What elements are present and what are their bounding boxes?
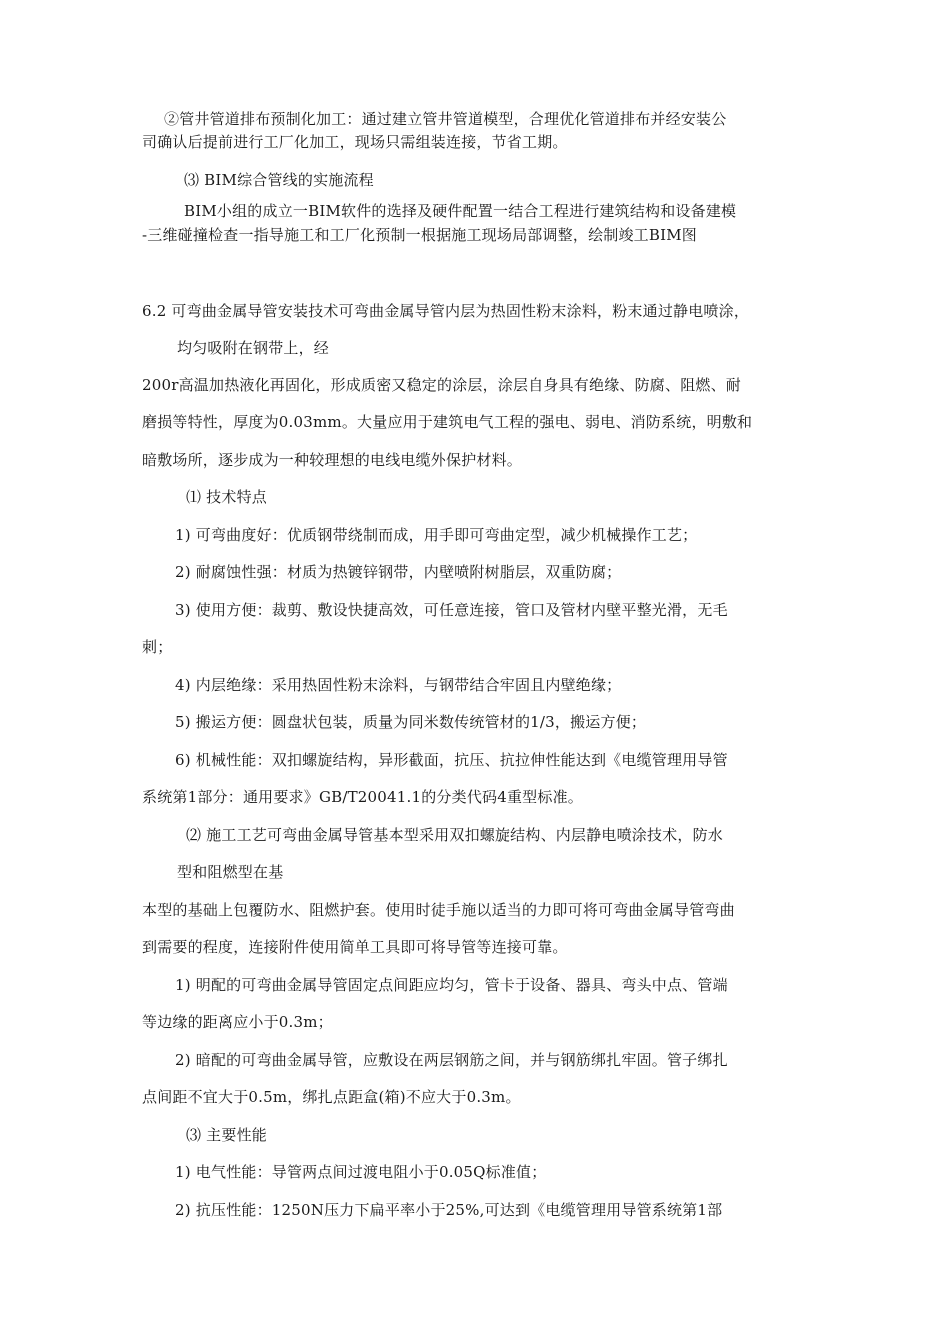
paragraph-line: 到需要的程度，连接附件使用简单工具即可将导管等连接可靠。	[142, 938, 568, 956]
list-item: 2) 抗压性能：1250N压力下扁平率小于25%,可达到《电缆管理用导管系统第1部	[175, 1201, 723, 1219]
paragraph-line: 系统第1部分：通用要求》GB/T20041.1的分类代码4重型标准。	[142, 788, 583, 806]
section-heading: ⑶ 主要性能	[186, 1126, 267, 1144]
paragraph-line: BIM小组的成立一BIM软件的选择及硬件配置一结合工程进行建筑结构和设备建模	[184, 202, 737, 220]
paragraph-line: 暗敷场所，逐步成为一种较理想的电线电缆外保护材料。	[142, 451, 523, 469]
list-item: 2) 暗配的可弯曲金属导管，应敷设在两层钢筋之间，并与钢筋绑扎牢固。管子绑扎	[175, 1051, 728, 1069]
list-item: 1) 可弯曲度好：优质钢带绕制而成，用手即可弯曲定型，减少机械操作工艺；	[175, 526, 698, 544]
paragraph-line: 司确认后提前进行工厂化加工，现场只需组装连接，节省工期。	[142, 133, 568, 151]
list-item: 3) 使用方便：裁剪、敷设快捷高效，可任意连接，管口及管材内壁平整光滑，无毛	[175, 601, 728, 619]
paragraph-line: 磨损等特性，厚度为0.03mm。大量应用于建筑电气工程的强电、弱电、消防系统，明敷和	[142, 413, 753, 431]
paragraph-line: ②管井管道排布预制化加工：通过建立管井管道模型，合理优化管道排布并经安装公	[164, 110, 727, 128]
paragraph-line: 均匀吸附在钢带上，经	[177, 339, 330, 357]
list-item: 4) 内层绝缘：采用热固性粉末涂料，与钢带结合牢固且内壁绝缘；	[175, 676, 622, 694]
paragraph-line: -三维碰撞检查一指导施工和工厂化预制一根据施工现场局部调整，绘制竣工BIM图	[142, 226, 697, 244]
list-item: 6) 机械性能：双扣螺旋结构，异形截面，抗压、抗拉伸性能达到《电缆管理用导管	[175, 751, 728, 769]
section-heading: ⑶ BIM综合管线的实施流程	[184, 171, 374, 189]
list-item: 2) 耐腐蚀性强：材质为热镀锌钢带，内壁喷附树脂层，双重防腐；	[175, 563, 622, 581]
paragraph-line: 6.2 可弯曲金属导管安装技术可弯曲金属导管内层为热固性粉末涂料，粉末通过静电喷涂，	[142, 302, 750, 320]
paragraph-line: 等边缘的距离应小于0.3m；	[142, 1013, 333, 1031]
list-item: 1) 明配的可弯曲金属导管固定点间距应均匀，管卡于设备、器具、弯头中点、管端	[175, 976, 728, 994]
paragraph-line: 200r高温加热液化再固化，形成质密又稳定的涂层，涂层自身具有绝缘、防腐、阻燃、耐	[142, 376, 742, 394]
section-heading: ⑴ 技术特点	[186, 488, 267, 506]
section-heading: ⑵ 施工工艺可弯曲金属导管基本型采用双扣螺旋结构、内层静电喷涂技术，防水	[186, 826, 723, 844]
paragraph-line: 点间距不宜大于0.5m，绑扎点距盒(箱)不应大于0.3m。	[142, 1088, 521, 1106]
list-item: 5) 搬运方便：圆盘状包装，质量为同米数传统管材的1/3，搬运方便；	[175, 713, 647, 731]
paragraph-line: 型和阻燃型在基	[177, 863, 284, 881]
list-item: 1) 电气性能：导管两点间过渡电阻小于0.05Q标准值；	[175, 1163, 547, 1181]
paragraph-line: 本型的基础上包覆防水、阻燃护套。使用时徒手施以适当的力即可将可弯曲金属导管弯曲	[142, 901, 735, 919]
paragraph-line: 刺；	[142, 638, 173, 656]
